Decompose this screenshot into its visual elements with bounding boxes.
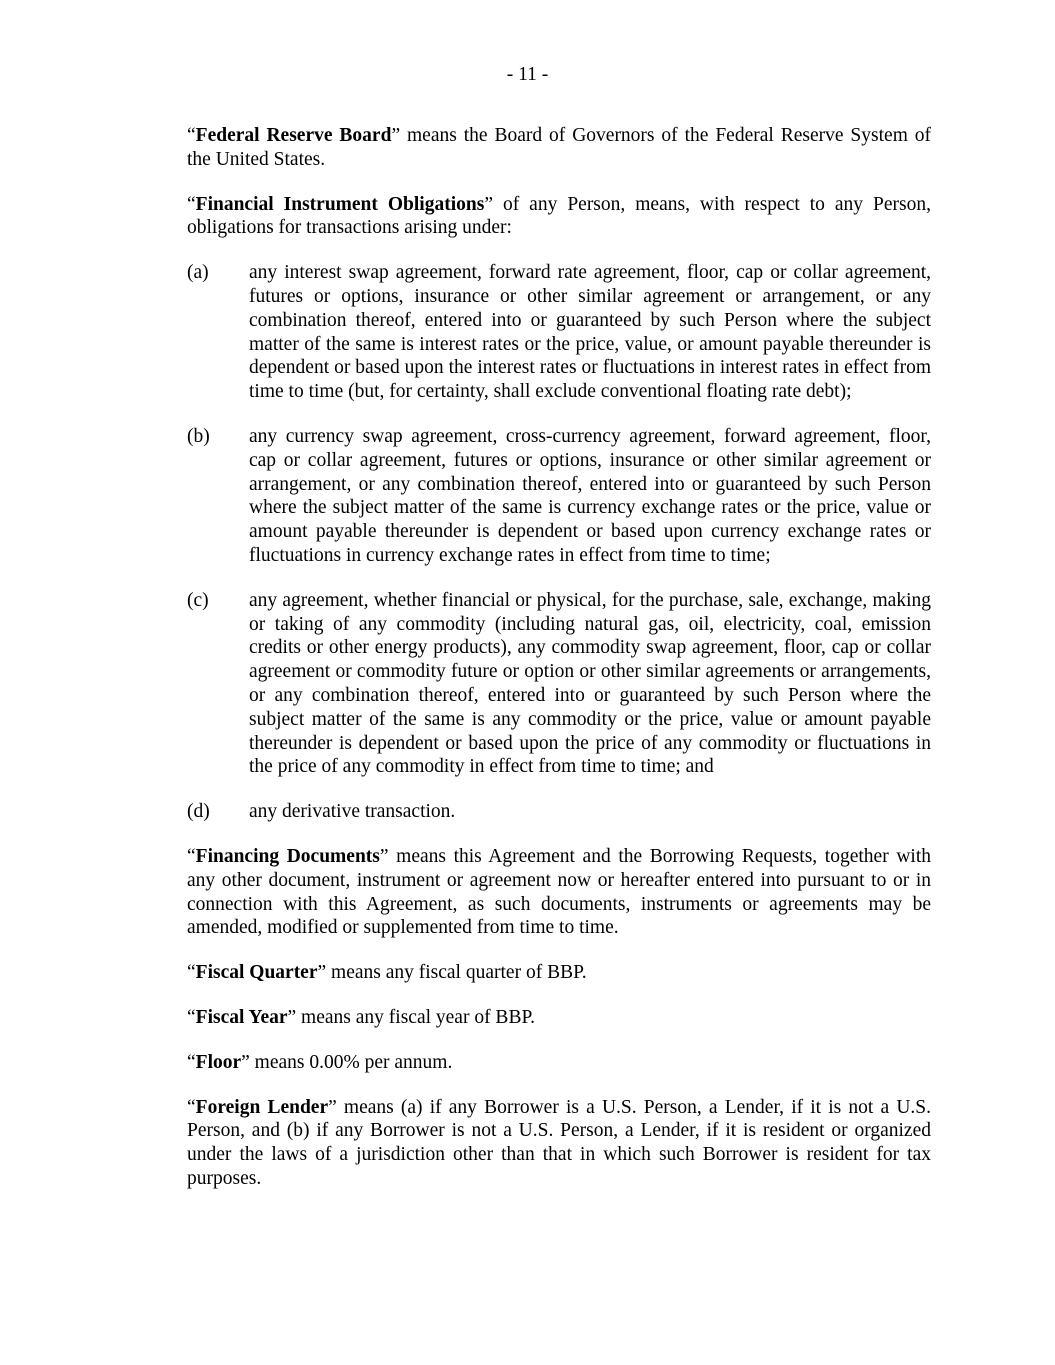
list-item-text: any agreement, whether financial or physical, for the purchase, sale, exchange, making or taking of any commodity (including natural gas, oil, electricity, coal, emission credits or other energy products), any commodity swap agreement, floor, cap or collar agreement or commodity future or option or other similar agreements or arrangements, or any combination thereof, entered into or guaranteed by such Person where the subject matter of the same is any commodity or the price, value or amount payable thereunder is dependent or based upon the price of any commodity or fluctuations in the price of any commodity in effect from time to time; and (249, 589, 931, 778)
defined-term: Financial Instrument Obligations (195, 193, 485, 215)
definition-text: ” means (a) if any Borrower is a U.S. Person, a Lender, if it is not a U.S. Person, and (b) if any Borrower is not a U.S. Person, a Lender, if it is resident or organized under the laws of a jurisdiction other than that in which such Borrower is resident for tax purposes. (187, 1096, 931, 1189)
definition-text: ” means any fiscal year of BBP. (287, 1006, 536, 1028)
defined-term: Floor (195, 1051, 242, 1073)
open-quote: “ (187, 1051, 196, 1073)
list-item-text: any currency swap agreement, cross-currency agreement, forward agreement, floor, cap or collar agreement, futures or options, insurance or other similar agreement or arrangement, or any combination thereof, entered into or guaranteed by such Person where the subject matter of the same is currency exchange rates or the price, value or amount payable thereunder is dependent or based upon currency exchange rates or fluctuations in currency exchange rates in effect from time to time; (249, 425, 931, 566)
page-number: - 11 - (506, 64, 549, 85)
open-quote: “ (187, 1006, 196, 1028)
list-item-c (187, 589, 931, 779)
defined-term: Fiscal Year (195, 1006, 288, 1028)
list-item-label: (a) (187, 262, 209, 284)
open-quote: “ (187, 125, 196, 146)
list-item-label: (c) (187, 589, 209, 611)
definition-fiscal-quarter (187, 961, 931, 985)
open-quote: “ (187, 193, 196, 215)
definition-text: ” of any Person, means, with respect to any Person, obligations for transactions arising under: (187, 193, 931, 239)
defined-term: Foreign Lender (195, 1096, 329, 1118)
definition-text: ” means this Agreement and the Borrowing Requests, together with any other document, instrument or agreement now or hereafter entered into pursuant to or in connection with this Agreement, as such documents, instruments or agreements may be amended, modified or supplemented from time to time. (187, 845, 931, 939)
defined-term: Financing Documents (195, 845, 380, 867)
list-item-text: any interest swap agreement, forward rate agreement, floor, cap or collar agreement, futures or options, insurance or other similar agreement or arrangement, or any combination thereof, entered into or guaranteed by such Person where the subject matter of the same is interest rates or the price, value, or amount payable thereunder is dependent or based upon the interest rates or fluctuations in interest rates in effect from time to time (but, for certainty, shall exclude conventional floating rate debt); (249, 262, 931, 403)
open-quote: “ (187, 1096, 196, 1118)
list-item-label: (b) (187, 425, 210, 447)
definition-foreign-lender (187, 1096, 931, 1191)
document-body (187, 124, 931, 1212)
open-quote: “ (187, 845, 196, 867)
definition-financing-documents (187, 845, 931, 940)
definition-text: ” means any fiscal quarter of BBP. (317, 962, 587, 984)
list-item-d (187, 800, 931, 824)
definition-fiscal-year (187, 1006, 931, 1030)
defined-term: Federal Reserve Board (195, 125, 392, 146)
definition-federal-reserve-board (187, 124, 931, 172)
definition-text: ” means the Board of Governors of the Federal Reserve System of the United States. (187, 125, 932, 170)
defined-term: Fiscal Quarter (195, 962, 318, 984)
open-quote: “ (187, 962, 196, 984)
list-item-a (187, 261, 931, 404)
list-item-text: any derivative transaction. (249, 801, 456, 823)
definition-text: ” means 0.00% per annum. (241, 1051, 453, 1073)
definition-financial-instrument-obligations (187, 193, 931, 241)
definition-floor (187, 1051, 931, 1075)
list-item-b (187, 425, 931, 568)
list-item-label: (d) (187, 801, 210, 823)
